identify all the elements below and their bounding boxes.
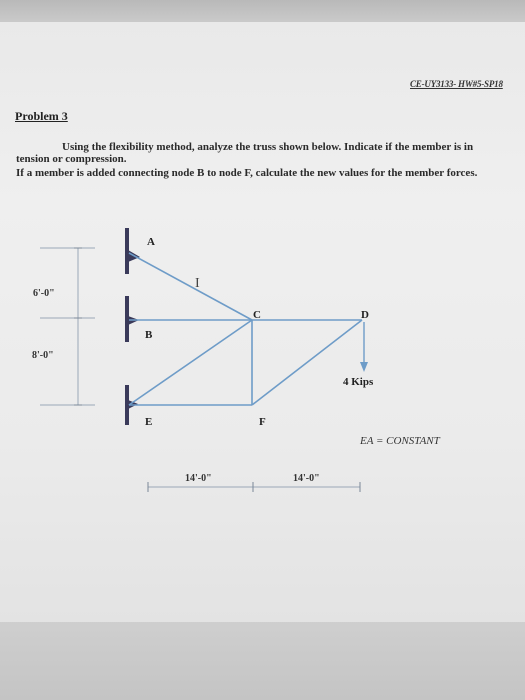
stiffness-note: EA = CONSTANT [360, 435, 440, 447]
problem-title: Problem 3 [15, 109, 68, 123]
member-ac-marker: I [195, 276, 200, 291]
node-label-E: E [145, 416, 153, 428]
problem-line-1: Using the flexibility method, analyze the truss shown below. Indicate if the member is in tension or compression. [16, 141, 474, 165]
member-FD [252, 320, 362, 405]
dim-top-label: 6'-0" [33, 288, 55, 299]
node-label-A: A [147, 236, 155, 248]
problem-line-2: If a member is added connecting node B to node F, calculate the new values for the member forces. [16, 167, 478, 179]
course-code: CE-UY3133- HW#5-SP18 [410, 79, 503, 89]
node-label-C: C [253, 309, 261, 321]
member-AC [129, 253, 252, 320]
node-label-F: F [259, 416, 266, 428]
node-label-D: D [361, 309, 369, 321]
vertical-dimension-lines [40, 248, 95, 405]
node-label-B: B [145, 329, 153, 341]
load-label: 4 Kips [343, 376, 374, 388]
truss-members [129, 253, 362, 405]
dim-left-span-label: 14'-0" [185, 473, 212, 484]
load-arrowhead [360, 362, 368, 372]
horizontal-dimension-line [148, 482, 360, 492]
dim-bottom-label: 8'-0" [32, 350, 54, 361]
dim-right-span-label: 14'-0" [293, 473, 320, 484]
